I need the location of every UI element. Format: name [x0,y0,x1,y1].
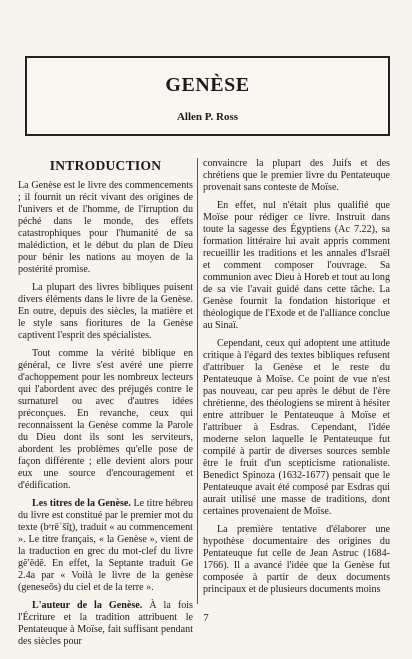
paragraph: Tout comme la vérité biblique en général, ce livre s'est avéré une pierre d'achoppement pour les nombreux lecteurs qui l'abordent avec des préjugés contre le surnaturel ou avec d'autres idées préconçues. En revanche, ceux qui reconnaissent la Genèse comme la Parole du Dieu dont ils sont les serviteurs, abordent les problèmes qu'elle pose de façon différente ; elle devient alors pour eux une source d'encouragement et d'édification. [18,348,193,491]
title-box [25,56,390,136]
paragraph-text: À la fois l'Écriture et la tradition attribuent le Pentateuque à Moïse, fait suffisant pendant des siècles pour [18,600,193,647]
run-in-heading: L'auteur de la Genèse. [32,600,143,611]
paragraph: En effet, nul n'était plus qualifié que Moïse pour rédiger ce livre. Instruit dans toute la sagesse des Égyptiens (Ac 7.22), sa formation littéraire lui avait appris comment recueillir les traditions et les annales d'Israël et comment composer l'ouvrage. Sa communion avec Dieu à Horeb et tout au long de sa vie l'avait guidé dans cette tâche. La Genèse fournit la fondation historique et théologique de l'Exode et de l'alliance conclue au Sinaï. [203,200,390,331]
paragraph: La plupart des livres bibliques puisent divers éléments dans le livre de la Genèse. En outre, depuis des siècles, la matière et le style sans fioritures de la Genèse captivent l'esprit des spécialistes. [18,282,193,341]
right-column [203,158,390,602]
column-divider [197,158,198,604]
section-heading: INTRODUCTION [49,158,162,173]
run-in-heading: Les titres de la Genèse. [32,498,131,509]
left-column [18,158,193,654]
paragraph: Cependant, ceux qui adoptent une attitude critique à l'égard des textes bibliques refusent d'attribuer la Genèse et le reste du Pentateuque à Moïse. Ce point de vue n'est pas nouveau, car peu après le début de l'ère chrétienne, des théologiens se mirent à hésiter entre attribuer le Pentateuque à Moïse et l'attribuer à Esdras. Cependant, l'idée moderne selon laquelle le Pentateuque fut compilé à partir de diverses sources semble être le fruit d'un scepticisme rationaliste. Benedict Spinoza (1632-1677) pensait que le Pentateuque avait été composé par Esdras qui aurait utilisé une masse de traditions, dont certaines provenaient de Moïse. [203,338,390,517]
paragraph [18,498,193,594]
paragraph-text: Le titre hébreu du livre est constitué par le premier mot du texte (bᵉrēʾšîṯ), traduit « au commencement ». Le titre français, « la Genèse », vient de la traduction en grec du mot-clef du livre gĕʹĕdĕ. En effet, la Septante traduit Ge 2.4a par « Voilà le livre de la genèse (geneseōs) du ciel et de la terre ». [18,498,193,593]
page-number: 7 [203,612,209,624]
paragraph [18,600,193,648]
author-name: Allen P. Ross [176,111,239,123]
paragraph: convaincre la plupart des Juifs et des chrétiens que le premier livre du Pentateuque provenait sans conteste de Moïse. [203,158,390,193]
chapter-title: GENÈSE [165,74,250,96]
paragraph: La Genèse est le livre des commencements ; il fournit un récit vivant des origines de l'univers et de l'homme, de l'irruption du péché dans le monde, des effets catastrophiques pour l'humanité de sa malédiction, et le début du plan de Dieu pour bénir les nations au moyen de la postérité promise. [18,180,193,275]
paragraph: La première tentative d'élaborer une hypothèse documentaire des origines du Pentateuque fut celle de Jean Astruc (1684-1766). Il a avancé l'idée que la Genèse fut composée à partir de deux documents principaux et de plusieurs documents moins [203,524,390,595]
